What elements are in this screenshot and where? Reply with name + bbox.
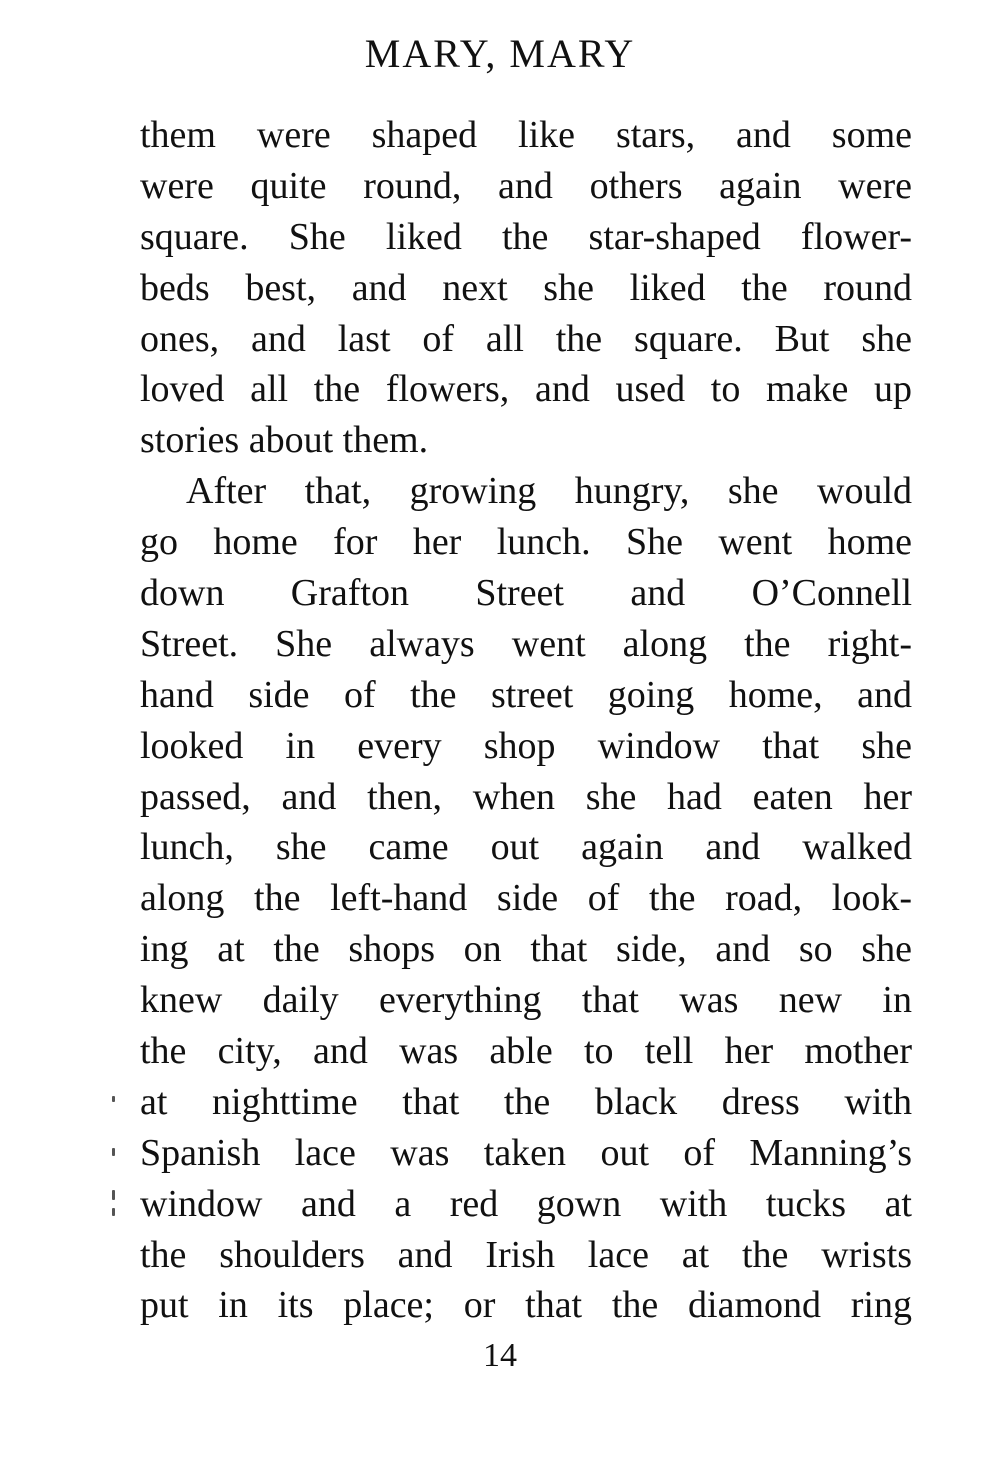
text-line: were quite round, and others again were (140, 164, 912, 207)
margin-scan-marks (112, 1090, 124, 1240)
text-line: Spanish lace was taken out of Manning’s (140, 1131, 912, 1174)
text-line: ing at the shops on that side, and so she (140, 928, 912, 971)
scan-speck (112, 1148, 115, 1156)
text-line: square. She liked the star-shaped flower- (140, 215, 912, 258)
text-line: at nighttime that the black dress with (140, 1080, 912, 1123)
text-line: knew daily everything that was new in (140, 979, 912, 1022)
text-line: the city, and was able to tell her mother (140, 1030, 912, 1073)
text-line: stories about them. (140, 419, 429, 462)
text-line: beds best, and next she liked the round (140, 266, 912, 309)
scan-speck (112, 1208, 115, 1216)
text-line: After that, growing hungry, she would (186, 470, 912, 513)
text-line: the shoulders and Irish lace at the wrists (140, 1233, 912, 1276)
text-line: Street. She always went along the right- (140, 622, 912, 665)
text-line: hand side of the street going home, and (140, 673, 912, 716)
text-line: them were shaped like stars, and some (140, 114, 912, 156)
text-line: passed, and then, when she had eaten her (140, 775, 912, 818)
text-line: ones, and last of all the square. But she (140, 317, 912, 360)
scan-speck (112, 1096, 115, 1102)
text-line: loved all the flowers, and used to make up (140, 368, 912, 411)
text-line: put in its place; or that the diamond ring (140, 1284, 912, 1327)
page-number: 14 (483, 1337, 517, 1374)
text-line: down Grafton Street and O’Connell (140, 572, 912, 615)
text-line: looked in every shop window that she (140, 724, 912, 767)
body-text (140, 110, 912, 1331)
text-line: go home for her lunch. She went home (140, 521, 912, 564)
text-line: along the left-hand side of the road, look- (140, 877, 912, 920)
running-head: MARY, MARY (364, 31, 636, 76)
text-line: window and a red gown with tucks at (140, 1182, 912, 1225)
text-line: lunch, she came out again and walked (140, 826, 912, 869)
scan-speck (112, 1190, 115, 1200)
